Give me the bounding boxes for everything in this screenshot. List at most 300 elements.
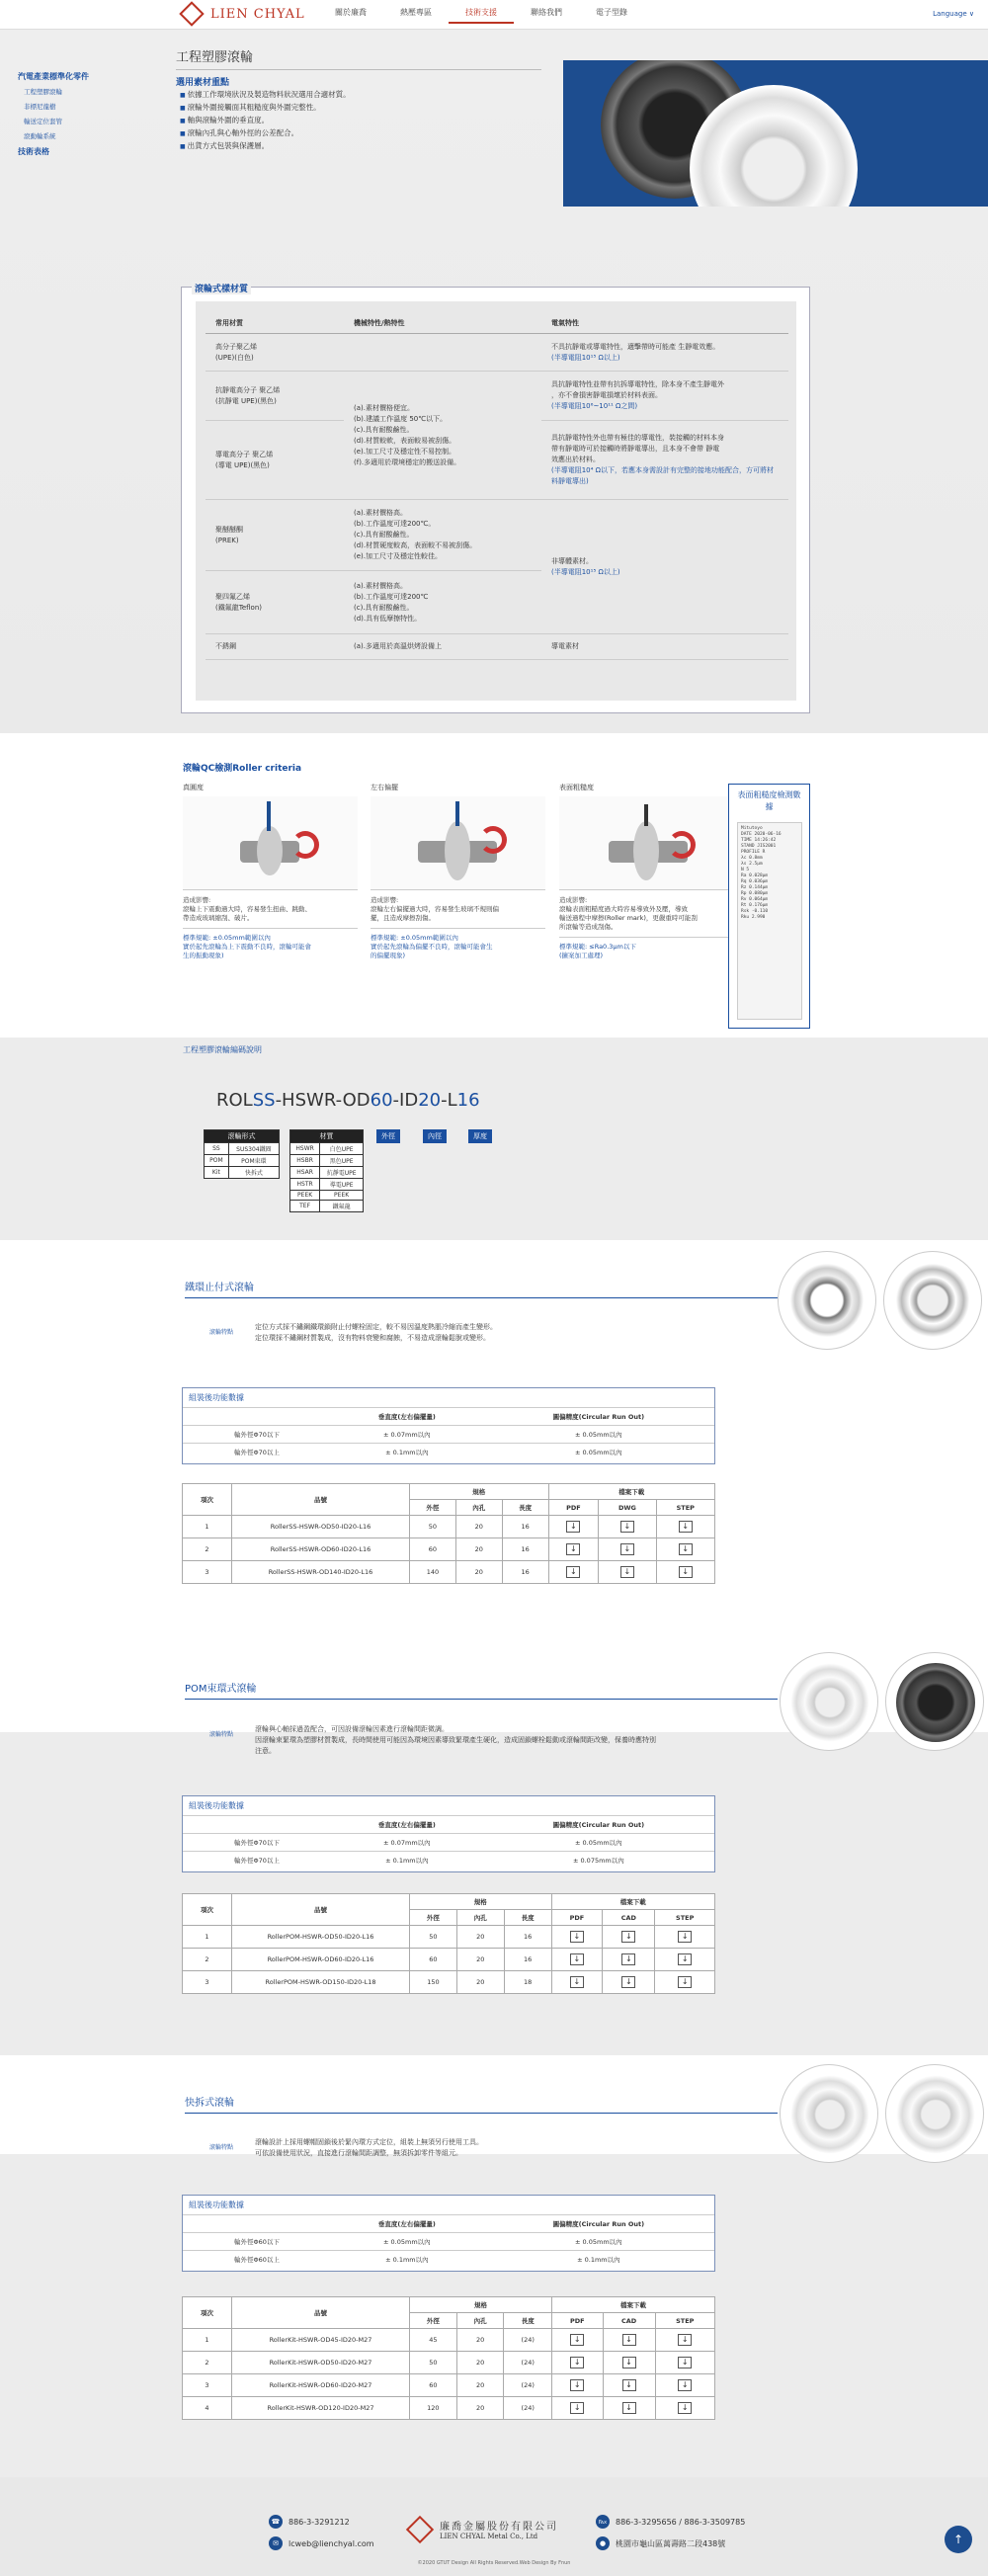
receipt-line: STAND JIS2001 [741,844,777,849]
mech-text: (d).具有低摩擦特性。 [354,614,422,623]
nav-contact[interactable]: 聯絡我們 [531,8,562,17]
part-number: RollerPOM-HSWR-OD50-ID20-L16 [232,1926,410,1949]
table-row [183,1561,715,1584]
spec-head: 規格 [410,1484,549,1500]
row-index: 2 [183,1538,232,1561]
receipt-line: Rp 0.080μm [741,891,769,896]
sidebar [18,71,97,162]
perf-cell: ± 0.05mm以內 [331,2233,483,2251]
download-step-icon[interactable]: ↓ [679,1543,693,1555]
mech-text: (a).素材價格高。 [354,581,407,590]
spec-head: DWG [599,1500,656,1516]
spec-head: 外徑 [410,1910,457,1926]
row-index: 1 [183,2329,232,2352]
qc-standard: 生的振動現象) [183,952,224,959]
download-dwg-icon[interactable]: ↓ [620,1521,634,1533]
elec-text: 非導體素材。 [551,556,593,565]
download-cad-icon[interactable]: ↓ [622,2379,636,2391]
material-name: 導電高分子 聚乙烯 [215,450,274,458]
bullet: ■ 出貨方式包裝與保護層。 [180,140,351,153]
main-nav [318,7,644,24]
phone-number: 886-3-3291212 [288,2517,350,2527]
id-label: 內徑 [423,1129,447,1143]
spec-head: 外徑 [410,1500,456,1516]
qc-card-roundness [183,784,358,960]
perf-cell: 輪外徑Φ60以下 [183,2233,331,2251]
qc-text: 造成影響: [183,896,211,904]
inner-hole: 20 [456,2329,504,2352]
receipt-line: Rt 0.176μm [741,903,769,908]
receipt-line: Rku 2.990 [741,915,766,920]
hero-image [563,60,988,207]
feature-label: 滾輪特點 [209,2144,234,2151]
footer-phone[interactable] [269,2515,350,2529]
download-step-icon[interactable]: ↓ [678,1953,692,1965]
download-pdf-icon[interactable]: ↓ [566,1521,580,1533]
perf-cell: 輪外徑Φ70以上 [183,1852,331,1870]
qc-card-title: 真圓度 [183,784,204,791]
qc-text: 滾輪上下震動過大時，容易發生扭曲、跳動、 [183,905,311,913]
table-row [183,1516,715,1538]
bullet: ■ 滾輪內孔與心軸外徑的公差配合。 [180,127,351,140]
form-desc: POM束環 [228,1155,279,1167]
outer-diameter: 50 [410,1926,457,1949]
qc-standard: 的偏擺現象) [370,952,406,959]
download-pdf-icon[interactable]: ↓ [566,1543,580,1555]
elec-text: ，亦不會損害靜電損壞於材料表面。 [551,391,662,399]
perf-head [183,1408,331,1426]
qc-text: 造成影響: [559,896,588,904]
row-index: 3 [183,1561,232,1584]
outer-diameter: 120 [410,2397,457,2420]
mat-desc: 抗靜電UPE [320,1167,364,1179]
outer-diameter: 50 [410,2352,457,2374]
language-select[interactable] [933,10,974,18]
qc-standard: 標準規範: ±0.05mm範圍以內 [370,934,458,942]
length: (24) [504,2352,552,2374]
part-number: RollerKit-HSWR-OD60-ID20-M27 [232,2374,410,2397]
length: (24) [504,2397,552,2420]
inner-hole: 20 [455,1538,502,1561]
download-dwg-icon[interactable]: ↓ [620,1543,634,1555]
pom-roller-image-2 [885,1652,984,1751]
qc-text: 帶造成玻璃縮刮、破片。 [183,914,254,922]
mat-code: HSBR [290,1155,320,1167]
footer-email[interactable] [269,2536,374,2550]
perf-cell: ± 0.075mm以內 [483,1852,714,1870]
receipt-line: Ra 0.028μm [741,873,769,878]
elec-text: 效應出於材料。 [551,456,600,463]
nav-catalog[interactable]: 電子型錄 [596,8,627,17]
mat-code: HSAR [290,1167,320,1179]
footer-company [410,2518,558,2540]
bullet: ■ 軸與滾輪外圍的垂直度。 [180,115,351,127]
od-label: 外徑 [376,1129,400,1143]
outer-diameter: 60 [410,1949,457,1971]
elec-value: (半導電阻10¹⁵ Ω以上) [551,567,620,576]
material-name: 高分子聚乙烯 [215,342,257,351]
download-step-icon[interactable]: ↓ [679,1521,693,1533]
outer-diameter: 50 [410,1516,456,1538]
spec-head: 外徑 [410,2313,457,2329]
form-code: Kit [205,1167,229,1179]
mech-text: (e).加工尺寸及穩定性不易控制。 [354,447,455,456]
qc-card-wobble [370,784,545,960]
company-name-en: LIEN CHYAL Metal Co., Ltd [440,2533,538,2540]
mat-desc: 黑色UPE [320,1155,364,1167]
feature-label: 滾輪特點 [209,1329,234,1336]
sidebar-item-tech-table[interactable]: 技術表格 [18,147,49,156]
code-part: ROL [216,1090,253,1111]
material-code-table [289,1129,364,1212]
mat-code: PEEK [290,1191,320,1201]
elec-text: 導電素材 [541,634,788,660]
download-step-icon[interactable]: ↓ [678,1931,692,1943]
perf-head: 垂直度(左右偏擺量) [331,1408,483,1426]
arrow-up-icon: ↑ [952,2533,964,2546]
material-table-title: 滾輪式樣材質 [192,282,251,294]
perf-cell: ± 0.1mm以內 [331,2251,483,2269]
phone-icon: ☎ [269,2515,283,2529]
sidebar-item-nylon[interactable]: 非標尼龍樹 [24,103,56,111]
perf-cell: 輪外徑Φ60以上 [183,2251,331,2269]
pom-roller-image-1 [780,1652,878,1751]
outer-diameter: 140 [410,1561,456,1584]
nav-tech-support[interactable]: 技術支援 [449,7,514,24]
download-cad-icon[interactable]: ↓ [621,1976,635,1988]
mech-text: (b).建議工作溫度 50℃以下。 [354,414,448,423]
material-name: 聚醚醚酮 [215,525,243,534]
inner-hole: 20 [456,1971,504,1994]
material-name: 不銹鋼 [206,634,344,660]
elec-text: 具抗靜電特性並帶有抗拆導電特性，除本身不產生靜電外 [551,380,724,388]
form-desc: SUS304鐵圈 [228,1143,279,1155]
qc-card-title: 表面粗糙度 [559,784,594,791]
bullet: ■ 滾輪外圍接觸面其粗糙度與外圍完整性。 [180,102,351,115]
perf-cell: ± 0.1mm以內 [331,1444,483,1461]
location-icon: ● [596,2536,610,2550]
roughness-diagram-icon [559,796,734,890]
mech-text: (c).具有耐酸鹼性。 [354,531,414,539]
perf-cell: ± 0.1mm以內 [331,1852,483,1870]
mat-desc: 白色UPE [320,1143,364,1155]
outer-diameter: 45 [410,2329,457,2352]
download-pdf-icon[interactable]: ↓ [570,2402,584,2414]
qc-text: 擺，且造成摩擦刮傷。 [370,914,435,922]
qc-text: 滾輪左右偏擺過大時，容易發生玻璃不規則偏 [370,905,499,913]
download-pdf-icon[interactable]: ↓ [570,1931,584,1943]
copyright: ©2020 GTUT Design All Rights Reserved.Web Design By Fnun [417,2560,571,2566]
perf-panel-pom [182,1795,715,1872]
qc-title: 滾輪QC檢測Roller criteria [183,764,302,774]
mech-text: (a).素材價格便宜。 [354,403,414,412]
spec-head: PDF [548,1500,599,1516]
form-desc: 快拆式 [228,1167,279,1179]
site-header [0,0,988,30]
product-title: 鐵環止付式滾輪 [185,1283,254,1293]
elec-value: (半導電阻10⁴ Ω以下，若應本身需設計有完整的接地功能配合，方可將材料靜電導出) [551,466,775,485]
feature-line: 定位環採不鏽鋼材質製成，沒有物料衰變和腐蝕，不易造成滾輪鬆脫或變形。 [255,1334,490,1342]
outer-diameter: 60 [410,1538,456,1561]
receipt-line: Rv 0.064μm [741,897,769,902]
brand-name: LIEN CHYAL [210,6,305,22]
part-number: RollerSS-HSWR-OD140-ID20-L16 [232,1561,410,1584]
perf-cell: 輪外徑Φ70以下 [183,1834,331,1852]
form-table [204,1129,280,1179]
download-cad-icon[interactable]: ↓ [622,2402,636,2414]
part-number: RollerSS-HSWR-OD50-ID20-L16 [232,1516,410,1538]
spec-head: 長度 [504,1910,551,1926]
row-index: 3 [183,2374,232,2397]
download-pdf-icon[interactable]: ↓ [570,2379,584,2391]
perf-cell: ± 0.07mm以內 [331,1426,483,1444]
receipt-line: Rq 0.036μm [741,879,769,884]
roughness-data-panel [728,784,810,1029]
length: (24) [504,2329,552,2352]
qc-standard: 實於起先滾輪為上下震動不良時，滾輪可能會 [183,943,311,951]
form-head: 滾輪形式 [205,1130,280,1143]
material-name: (導電 UPE)(黑色) [215,460,270,469]
perf-head: 垂直度(左右偏擺量) [331,1816,483,1834]
perf-panel-ss [182,1387,715,1464]
nav-about[interactable]: 關於廉喬 [335,8,367,17]
download-pdf-icon[interactable]: ↓ [566,1566,580,1578]
spec-head: 規格 [410,2297,552,2313]
code-part: SS [252,1090,276,1111]
qc-text: 所滾輪等造成刮傷。 [559,923,618,931]
spec-head: STEP [656,1500,714,1516]
form-code: POM [205,1155,229,1167]
table-row [183,1971,715,1994]
mech-text: (e).加工尺寸及穩定性較佳。 [354,552,442,560]
logo-mark-icon [179,1,204,26]
fax-icon: ℻ [596,2515,610,2529]
qc-standard: (擴案加工處理) [559,952,604,959]
title-divider [185,2113,778,2114]
wobble-diagram-icon [370,796,545,890]
length: 16 [502,1561,548,1584]
sidebar-item-roller[interactable]: 工程塑膠滾輪 [24,88,62,96]
perf-cell: ± 0.05mm以內 [483,1426,714,1444]
receipt-line: Rsk -0.110 [741,909,769,914]
brand-logo[interactable] [183,5,305,23]
sidebar-item-sleeve[interactable]: 輸送定位套管 [24,118,62,125]
row-index: 3 [183,1971,232,1994]
download-step-icon[interactable]: ↓ [678,1976,692,1988]
feature-line: 定位方式採不鏽鋼鐵環鎖附止付螺栓固定，較不易因溫度熱脹冷縮而產生變形。 [255,1323,497,1331]
receipt-line: λs 2.5μm [741,862,763,867]
spec-head: 內孔 [456,1910,504,1926]
qc-standard: 標準規範: ±0.05mm範圍以內 [183,934,271,942]
perf-cell: 輪外徑Φ70以下 [183,1426,331,1444]
mech-text: (c).具有耐酸鹼性。 [354,603,414,612]
perf-cell: ± 0.05mm以內 [483,2233,714,2251]
download-cad-icon[interactable]: ↓ [621,1931,635,1943]
spec-head: 規格 [410,1894,552,1910]
spec-head: 品號 [232,1484,410,1516]
kit-roller-image-1 [780,2064,878,2163]
spec-head: CAD [603,2313,655,2329]
download-dwg-icon[interactable]: ↓ [620,1566,634,1578]
table-row [183,2352,715,2374]
qc-text: 滾輪表面粗糙度過大時容易導致外及壓，導致 [559,905,688,913]
table-row [183,1926,715,1949]
feature-line: 可依設備使用狀況，直接進行滾輪間距調整，無須拆卸零件等組元。 [255,2149,462,2157]
material-name: (抗靜電 UPE)(黑色) [215,396,277,405]
back-to-top-button[interactable] [945,2526,972,2553]
spec-head: CAD [603,1910,655,1926]
code-part: -HSWR-OD [275,1090,370,1111]
part-number: RollerPOM-HSWR-OD60-ID20-L16 [232,1949,410,1971]
spec-head: 項次 [183,2297,232,2329]
code-part: 20 [418,1090,442,1111]
qc-card-roughness [559,784,734,960]
perf-head [183,2215,331,2233]
perf-head: 圓偏精度(Circular Run Out) [483,2215,714,2233]
spec-head: PDF [551,1910,603,1926]
feature-text [255,2137,769,2159]
length: 16 [504,1926,551,1949]
feature-line: 滾輪設計上採用螺帽固鎖後於緊內環方式定位，組裝上無須另行使用工具。 [255,2138,483,2146]
download-pdf-icon[interactable]: ↓ [570,1976,584,1988]
download-step-icon[interactable]: ↓ [678,2357,692,2368]
perf-table [183,2214,714,2268]
perf-head [183,1816,331,1834]
elec-value: (半導電阻10⁶~10¹¹ Ω之間) [551,402,638,410]
spec-head: STEP [655,2313,714,2329]
elec-text: 具抗靜電特性外也帶有極佳的導電性，裝接觸的材料本身 [551,434,724,442]
elec-text: 帶有靜電時可於接觸時將靜電導出，且本身不會帶 靜電 [551,445,720,453]
material-name: (鐵氟龍Teflon) [215,603,262,612]
download-cad-icon[interactable]: ↓ [621,1953,635,1965]
spec-table-pom [182,1893,715,1994]
material-bullets [180,89,351,153]
inner-hole: 20 [456,2397,504,2420]
inner-hole: 20 [456,2374,504,2397]
material-name: (PREK) [215,536,239,544]
table-row [183,1949,715,1971]
length: 16 [504,1949,551,1971]
download-cad-icon[interactable]: ↓ [622,2357,636,2368]
table-row [183,2329,715,2352]
feature-line: 滾輪與心軸採過盈配合，可因設備滾輪因素進行滾輪間距微調。 [255,1725,449,1733]
qc-card-title: 左右偏擺 [370,784,398,791]
perf-cell: ± 0.07mm以內 [331,1834,483,1852]
email-address: lcweb@lienchyal.com [288,2538,374,2548]
mech-text: (f).多適用於環境穩定的搬送設備。 [354,457,461,466]
download-step-icon[interactable]: ↓ [678,2334,692,2346]
kit-roller-image-2 [885,2064,984,2163]
receipt-line: DATE 2020-06-16 [741,832,782,837]
code-section [0,1038,988,1240]
spec-head: 檔案下載 [551,2297,714,2313]
perf-table [183,1407,714,1460]
material-name: 抗靜電高分子 聚乙烯 [215,385,281,394]
download-pdf-icon[interactable]: ↓ [570,2357,584,2368]
outer-diameter: 150 [410,1971,457,1994]
receipt-line: PROFILE R [741,850,766,855]
ss-roller-image-1 [778,1251,876,1350]
sidebar-head[interactable]: 汽電產業標準化零件 [18,72,89,81]
spec-head: 長度 [504,2313,552,2329]
download-step-icon[interactable]: ↓ [678,2379,692,2391]
length: 18 [504,1971,551,1994]
perf-title: 組裝後功能數據 [189,1393,244,1402]
qc-standard: 實於起先滾輪為偏擺不良時，滾輪可能會生 [370,943,493,951]
roughness-data-title: 表面粗糙度檢測數據 [737,790,801,811]
qc-text: 輸送過程中摩擦(Roller mark)，更嚴重時可能刮 [559,914,698,922]
form-code: SS [205,1143,229,1155]
inner-hole: 20 [455,1561,502,1584]
footer-fax [596,2515,745,2529]
spec-head: 內孔 [455,1500,502,1516]
mail-icon: ✉ [269,2536,283,2550]
perf-head: 圓偏精度(Circular Run Out) [483,1816,714,1834]
feature-label: 滾輪特點 [209,1731,234,1738]
inner-hole: 20 [456,2352,504,2374]
sidebar-item-wheel[interactable]: 滾動輪系統 [24,132,56,140]
page-title: 工程塑膠滾輪 [176,46,541,70]
receipt-line: λc 0.8mm [741,856,763,861]
spec-table-kit [182,2296,715,2420]
mech-text: (d).材質硬度較高，表面較不易被刮傷。 [354,541,477,549]
perf-head: 垂直度(左右偏擺量) [331,2215,483,2233]
feature-line: 注意。 [255,1747,276,1755]
length: 16 [502,1516,548,1538]
perf-cell: ± 0.1mm以內 [483,2251,714,2269]
download-pdf-icon[interactable]: ↓ [570,1953,584,1965]
length: (24) [504,2374,552,2397]
mech-text: (b).工作溫度可達200℃。 [354,520,436,528]
receipt-line: Mitutoyo [741,826,763,831]
mat-code: TEF [290,1201,320,1212]
nav-products[interactable]: 熱壓專區 [400,8,432,17]
perf-panel-kit [182,2195,715,2272]
logo-mark-icon [406,2515,434,2542]
download-pdf-icon[interactable]: ↓ [570,2334,584,2346]
fax-number: 886-3-3295656 / 886-3-3509785 [616,2517,746,2527]
part-number: RollerSS-HSWR-OD60-ID20-L16 [232,1538,410,1561]
download-cad-icon[interactable]: ↓ [622,2334,636,2346]
download-step-icon[interactable]: ↓ [679,1566,693,1578]
language-label: Language [933,10,967,18]
mat-code: HSTR [290,1179,320,1191]
mat-desc: PEEK [320,1191,364,1201]
part-number: RollerPOM-HSWR-OD150-ID20-L18 [232,1971,410,1994]
length: 16 [502,1538,548,1561]
spec-head: 品號 [232,1894,410,1926]
download-step-icon[interactable]: ↓ [678,2402,692,2414]
mat-desc: 鐵氟龍 [320,1201,364,1212]
spec-head: PDF [551,2313,603,2329]
table-row [183,2397,715,2420]
ss-roller-image-2 [883,1251,982,1350]
mech-text: (a).多適用於高溫烘烤設備上 [344,634,541,660]
roundness-diagram-icon [183,796,358,890]
product-title: POM束環式滾輪 [185,1684,257,1695]
receipt-line: N 5 [741,868,750,873]
bullet: ■ 依據工作環境狀況及製造物料狀況選用合適材質。 [180,89,351,102]
inner-hole: 20 [455,1516,502,1538]
mech-text: (c).具有耐酸鹼性。 [354,425,414,434]
material-panel [181,287,810,713]
material-table [206,313,788,660]
material-heading: 選用素材重點 [176,78,230,88]
code-example [216,1090,480,1111]
code-part: -L [441,1090,457,1111]
col-header: 常用材質 [206,313,344,334]
inner-hole: 20 [456,1949,504,1971]
